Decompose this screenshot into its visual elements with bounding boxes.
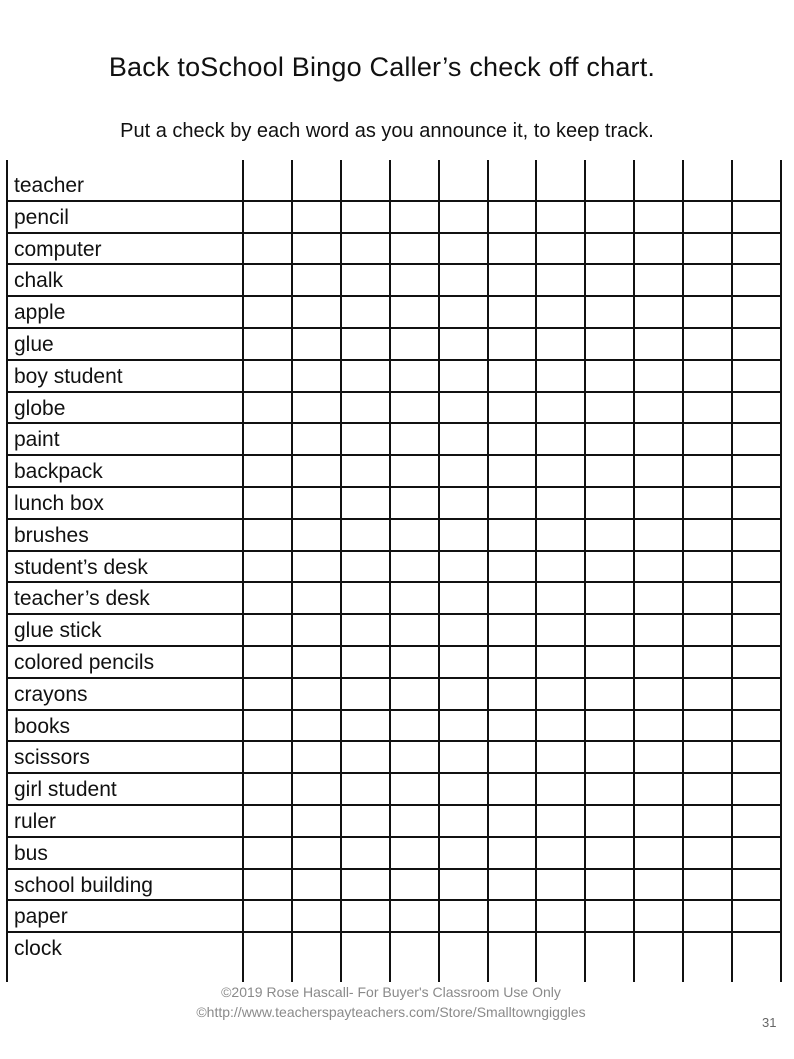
row-divider — [6, 200, 782, 202]
page-number: 31 — [762, 1015, 777, 1030]
row-divider — [6, 263, 782, 265]
bingo-word: chalk — [14, 269, 64, 292]
bingo-word: glue — [14, 333, 54, 356]
row-divider — [6, 899, 782, 901]
bingo-word: teacher’s desk — [14, 587, 150, 610]
row-divider — [6, 550, 782, 552]
check-column-line — [389, 160, 391, 982]
bingo-word: school building — [14, 874, 153, 897]
row-divider — [6, 486, 782, 488]
row-divider — [6, 422, 782, 424]
bingo-word: girl student — [14, 778, 117, 801]
check-column-line — [633, 160, 635, 982]
word-column-divider — [242, 160, 244, 982]
bingo-word: computer — [14, 238, 102, 261]
row-divider — [6, 613, 782, 615]
check-column-line — [535, 160, 537, 982]
bingo-word: scissors — [14, 746, 90, 769]
bingo-word: ruler — [14, 810, 57, 833]
row-divider — [6, 518, 782, 520]
bingo-word: paint — [14, 428, 60, 451]
copyright-notice: ©2019 Rose Hascall- For Buyer's Classroom Use Only — [221, 984, 561, 1000]
row-divider — [6, 391, 782, 393]
check-column-line — [584, 160, 586, 982]
store-url: ©http://www.teacherspayteachers.com/Store/Smalltowngiggles — [196, 1004, 586, 1020]
page-subtitle: Put a check by each word as you announce it, to keep track. — [120, 120, 654, 142]
check-column-line — [780, 160, 782, 982]
bingo-word: apple — [14, 301, 66, 324]
bingo-word: clock — [14, 937, 62, 960]
bingo-word: globe — [14, 397, 66, 420]
check-column-line — [291, 160, 293, 982]
row-divider — [6, 740, 782, 742]
check-column-line — [438, 160, 440, 982]
bingo-word: paper — [14, 905, 68, 928]
row-divider — [6, 327, 782, 329]
bingo-word: bus — [14, 842, 48, 865]
bingo-word: glue stick — [14, 619, 102, 642]
bingo-word: pencil — [14, 206, 69, 229]
bingo-word: boy student — [14, 365, 123, 388]
row-divider — [6, 868, 782, 870]
bingo-word: teacher — [14, 174, 85, 197]
bingo-word: lunch box — [14, 492, 104, 515]
bingo-word: colored pencils — [14, 651, 155, 674]
bingo-word: student’s desk — [14, 556, 148, 579]
page-title: Back toSchool Bingo Caller’s check off chart. — [108, 52, 656, 82]
check-column-line — [682, 160, 684, 982]
check-column-line — [487, 160, 489, 982]
check-column-line — [340, 160, 342, 982]
row-divider — [6, 645, 782, 647]
row-divider — [6, 454, 782, 456]
row-divider — [6, 931, 782, 933]
row-divider — [6, 804, 782, 806]
bingo-word: crayons — [14, 683, 88, 706]
row-divider — [6, 709, 782, 711]
bingo-word: brushes — [14, 524, 89, 547]
row-divider — [6, 581, 782, 583]
row-divider — [6, 772, 782, 774]
bingo-word: books — [14, 715, 71, 738]
check-column-line — [731, 160, 733, 982]
check-off-chart — [6, 160, 790, 982]
row-divider — [6, 836, 782, 838]
row-divider — [6, 677, 782, 679]
bingo-word: backpack — [14, 460, 103, 483]
row-divider — [6, 359, 782, 361]
row-divider — [6, 295, 782, 297]
grid-left-border — [6, 160, 8, 982]
row-divider — [6, 232, 782, 234]
